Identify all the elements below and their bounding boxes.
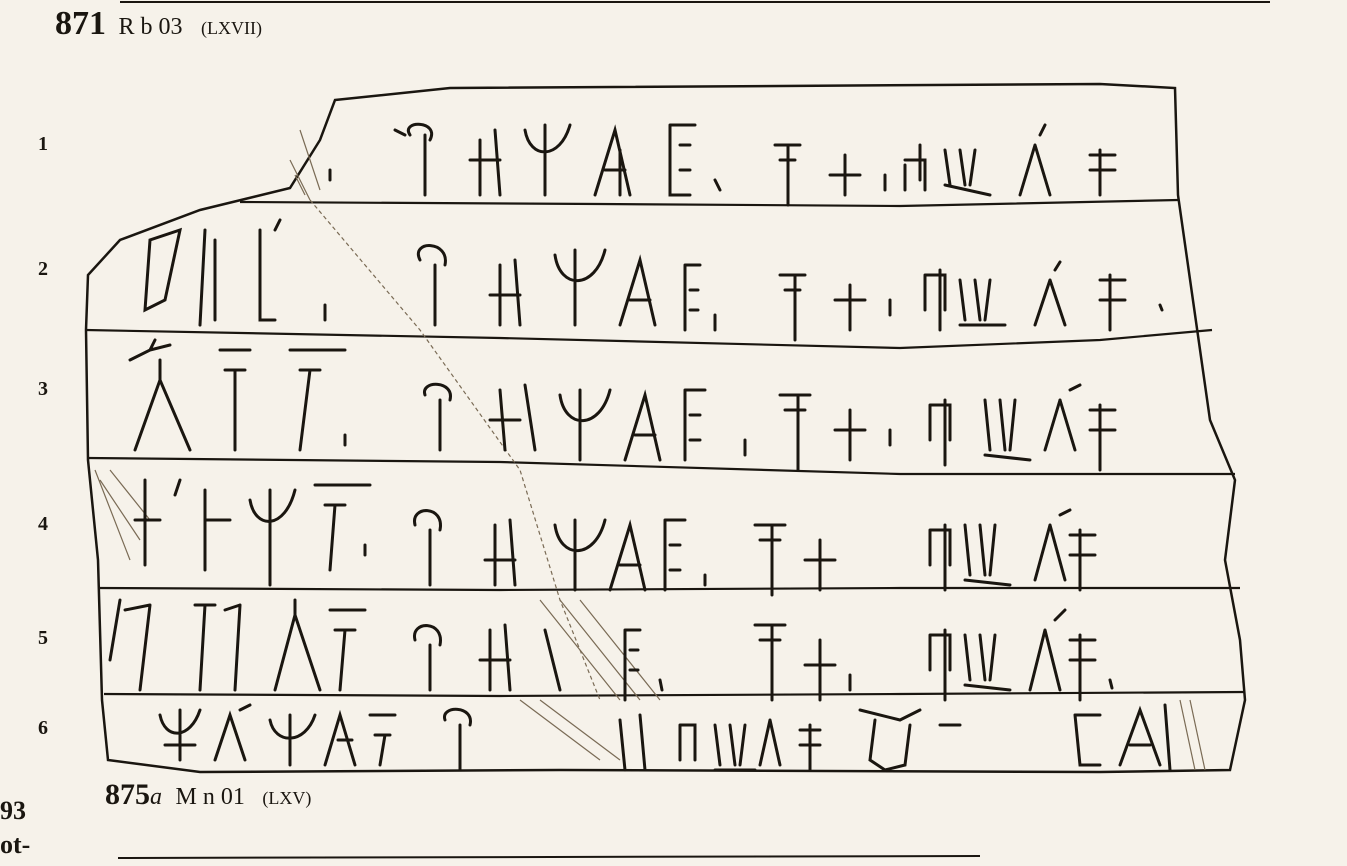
margin-fragment-1: 93 xyxy=(0,796,26,825)
line-number-4: 4 xyxy=(38,513,48,535)
tablet-designation: R b 03 xyxy=(118,14,183,40)
next-plate-reference: (LXV) xyxy=(262,788,312,808)
line-number-5: 5 xyxy=(38,627,48,649)
line-number-3: 3 xyxy=(38,378,48,400)
damage-hatching xyxy=(95,130,1205,770)
tablet-outline xyxy=(86,84,1245,772)
tablet-number: 871 xyxy=(55,5,106,42)
next-tablet-suffix: a xyxy=(150,784,162,810)
next-tablet-number: 875 xyxy=(105,778,150,811)
line-number-1: 1 xyxy=(38,133,48,155)
margin-fragment-2: ot- xyxy=(0,830,31,859)
inscription-signs xyxy=(110,124,1170,770)
plate-reference: (LXVII) xyxy=(201,18,262,38)
tablet-header xyxy=(55,5,262,43)
line-number-6: 6 xyxy=(38,717,48,739)
line-number-2: 2 xyxy=(38,258,48,280)
next-tablet-designation: M n 01 xyxy=(175,784,245,810)
next-tablet-header xyxy=(105,778,311,812)
